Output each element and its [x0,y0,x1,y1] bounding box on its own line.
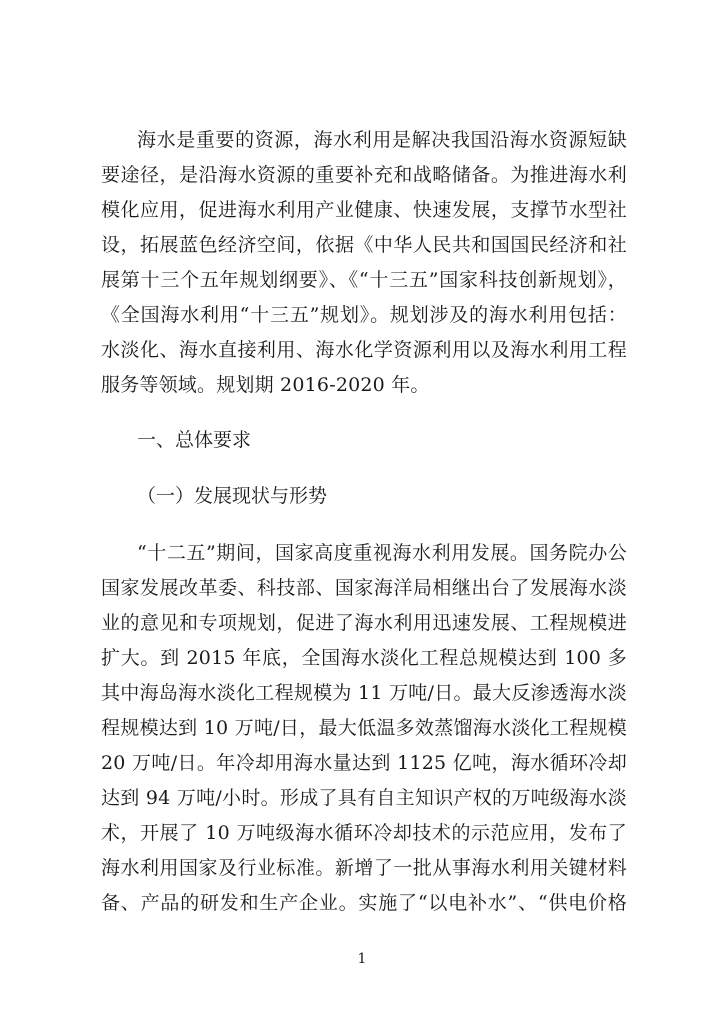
paragraph-line: 服务等领域。规划期 2016-2020 年。 [101,374,430,396]
subsection-heading: （一）发展现状与形势 [137,485,328,507]
page-number: 1 [357,951,367,967]
paragraph-line: 程规模达到 10 万吨/日，最大低温多效蒸馏海水淡化工程规模 [101,717,627,739]
paragraph-line: 海水利用国家及行业标准。新增了一批从事海水利用关键材料 [101,857,627,879]
paragraph-line: 达到 94 万吨/小时。形成了具有自主知识产权的万吨级海水淡 [101,787,627,809]
paragraph-line: 国家发展改革委、科技部、国家海洋局相继出台了发展海水淡 [101,577,627,599]
paragraph-line: 模化应用，促进海水利用产业健康、快速发展，支撑节水型社 [101,199,627,221]
paragraph-line: 20 万吨/日。年冷却用海水量达到 1125 亿吨，海水循环冷却 [101,752,627,774]
paragraph-line: 术，开展了 10 万吨级海水循环冷却技术的示范应用，发布了 [101,822,627,844]
paragraph-line: 业的意见和专项规划，促进了海水利用迅速发展、工程规模进 [101,612,627,634]
paragraph-line: 水淡化、海水直接利用、海水化学资源利用以及海水利用工程 [101,339,627,361]
paragraph-line: 《全国海水利用“十三五”规划》。规划涉及的海水利用包括： [101,304,627,326]
section-heading: 一、总体要求 [137,429,252,451]
paragraph-line: 扩大。到 2015 年底，全国海水淡化工程总规模达到 100 多 [101,647,627,669]
paragraph-line: 备、产品的研发和生产企业。实施了“以电补水”、“供电价格 [101,892,627,914]
paragraph-line: 海水是重要的资源，海水利用是解决我国沿海水资源短缺 [137,129,627,151]
paragraph-line: “十二五”期间，国家高度重视海水利用发展。国务院办公 [137,542,627,564]
paragraph-line: 要途径，是沿海水资源的重要补充和战略储备。为推进海水利 [101,164,627,186]
paragraph-line: 设，拓展蓝色经济空间，依据《中华人民共和国国民经济和社 [101,234,627,256]
paragraph-line: 展第十三个五年规划纲要》、《“十三五”国家科技创新规划》， [101,269,627,291]
paragraph-line: 其中海岛海水淡化工程规模为 11 万吨/日。最大反渗透海水淡 [101,682,627,704]
